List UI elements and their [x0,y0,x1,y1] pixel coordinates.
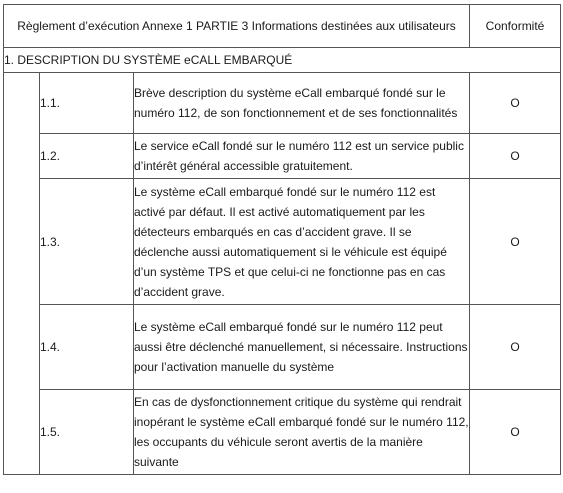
row-number: 1.1. [40,73,134,134]
section-label: 1. DESCRIPTION DU SYSTÈME eCALL EMBARQUÉ [4,48,561,73]
row-conformity-mark: O [470,179,561,305]
row-description-text: En cas de dysfonctionnement critique du système qui rendrait inopérant le système eCall embarqué fondé sur le numéro 112, les occupants du véhicule seront avertis de la manière suivante [134,395,469,469]
row-description-text: Le système eCall embarqué fondé sur le numéro 112 est activé par défaut. Il est activé automatiquement par les détecteurs embarqués en cas d’accident grave. Il se déclenche aussi automatiquement si le véhicule est équipé d’un système TPS et que celui-ci ne fonctionne pas en cas d’accident grave. [134,184,447,299]
table-header-row [4,5,561,48]
row-description [134,305,470,390]
row-number: 1.5. [40,390,134,475]
row-conformity-mark: O [470,390,561,475]
section-row [4,48,561,73]
table-row [4,134,561,179]
row-description [134,179,470,305]
header-conformity: Conformité [470,5,561,48]
row-number: 1.4. [40,305,134,390]
row-description [134,390,470,475]
row-conformity-mark: O [470,73,561,134]
row-number: 1.3. [40,179,134,305]
table-row [4,390,561,475]
table-row [4,73,561,134]
table-row [4,305,561,390]
row-description [134,134,470,179]
header-title: Règlement d’exécution Annexe 1 PARTIE 3 Informations destinées aux utilisateurs [4,5,470,48]
row-description [134,73,470,134]
table-row [4,179,561,305]
row-number: 1.2. [40,134,134,179]
row-description-text: Le service eCall fondé sur le numéro 112 est un service public d’intérêt général accessible gratuitement. [134,139,464,173]
row-description-text: Le système eCall embarqué fondé sur le numéro 112 peut aussi être déclenché manuellement, si nécessaire. Instructions pour l’activation manuelle du système [134,320,468,374]
row-description-text: Brève description du système eCall embarqué fondé sur le numéro 112, de son fonctionnement et de ses fonctionnalités [134,86,458,120]
row-conformity-mark: O [470,134,561,179]
row-conformity-mark: O [470,305,561,390]
indent-cell [4,73,40,475]
conformity-table [3,4,561,475]
